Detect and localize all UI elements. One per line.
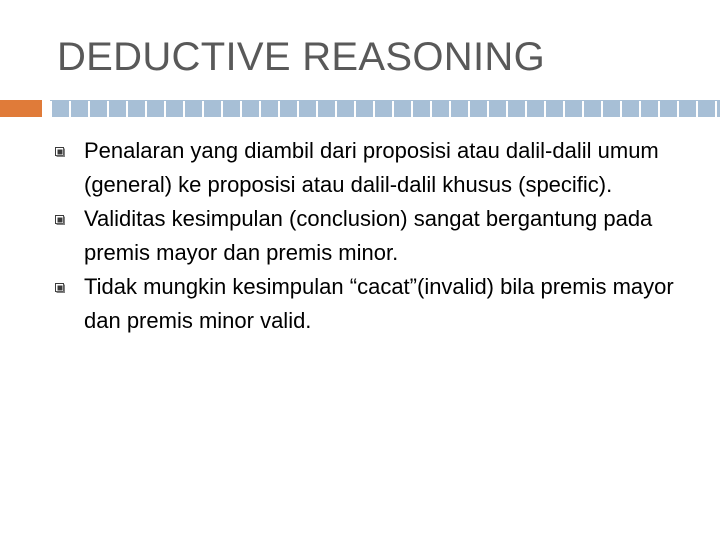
accent-bar bbox=[0, 100, 42, 117]
bullet-item bbox=[55, 202, 705, 270]
slide-title: DEDUCTIVE REASONING bbox=[57, 35, 545, 79]
bullet-text: Penalaran yang diambil dari proposisi atau dalil-dalil umum (general) ke proposisi atau dalil-dalil khusus (specific). bbox=[84, 138, 659, 197]
bullet-text: Validitas kesimpulan (conclusion) sangat bergantung pada premis mayor dan premis minor. bbox=[84, 206, 653, 265]
title-divider bbox=[50, 100, 720, 117]
checkbox-square-icon bbox=[55, 215, 65, 225]
bullet-text: Tidak mungkin kesimpulan “cacat”(invalid) bila premis mayor dan premis minor valid. bbox=[84, 274, 674, 333]
checkbox-square-icon bbox=[55, 147, 65, 157]
checkbox-square-icon bbox=[55, 283, 65, 293]
bullet-item bbox=[55, 134, 705, 202]
bullet-item bbox=[55, 270, 705, 338]
bullet-list bbox=[55, 134, 705, 338]
